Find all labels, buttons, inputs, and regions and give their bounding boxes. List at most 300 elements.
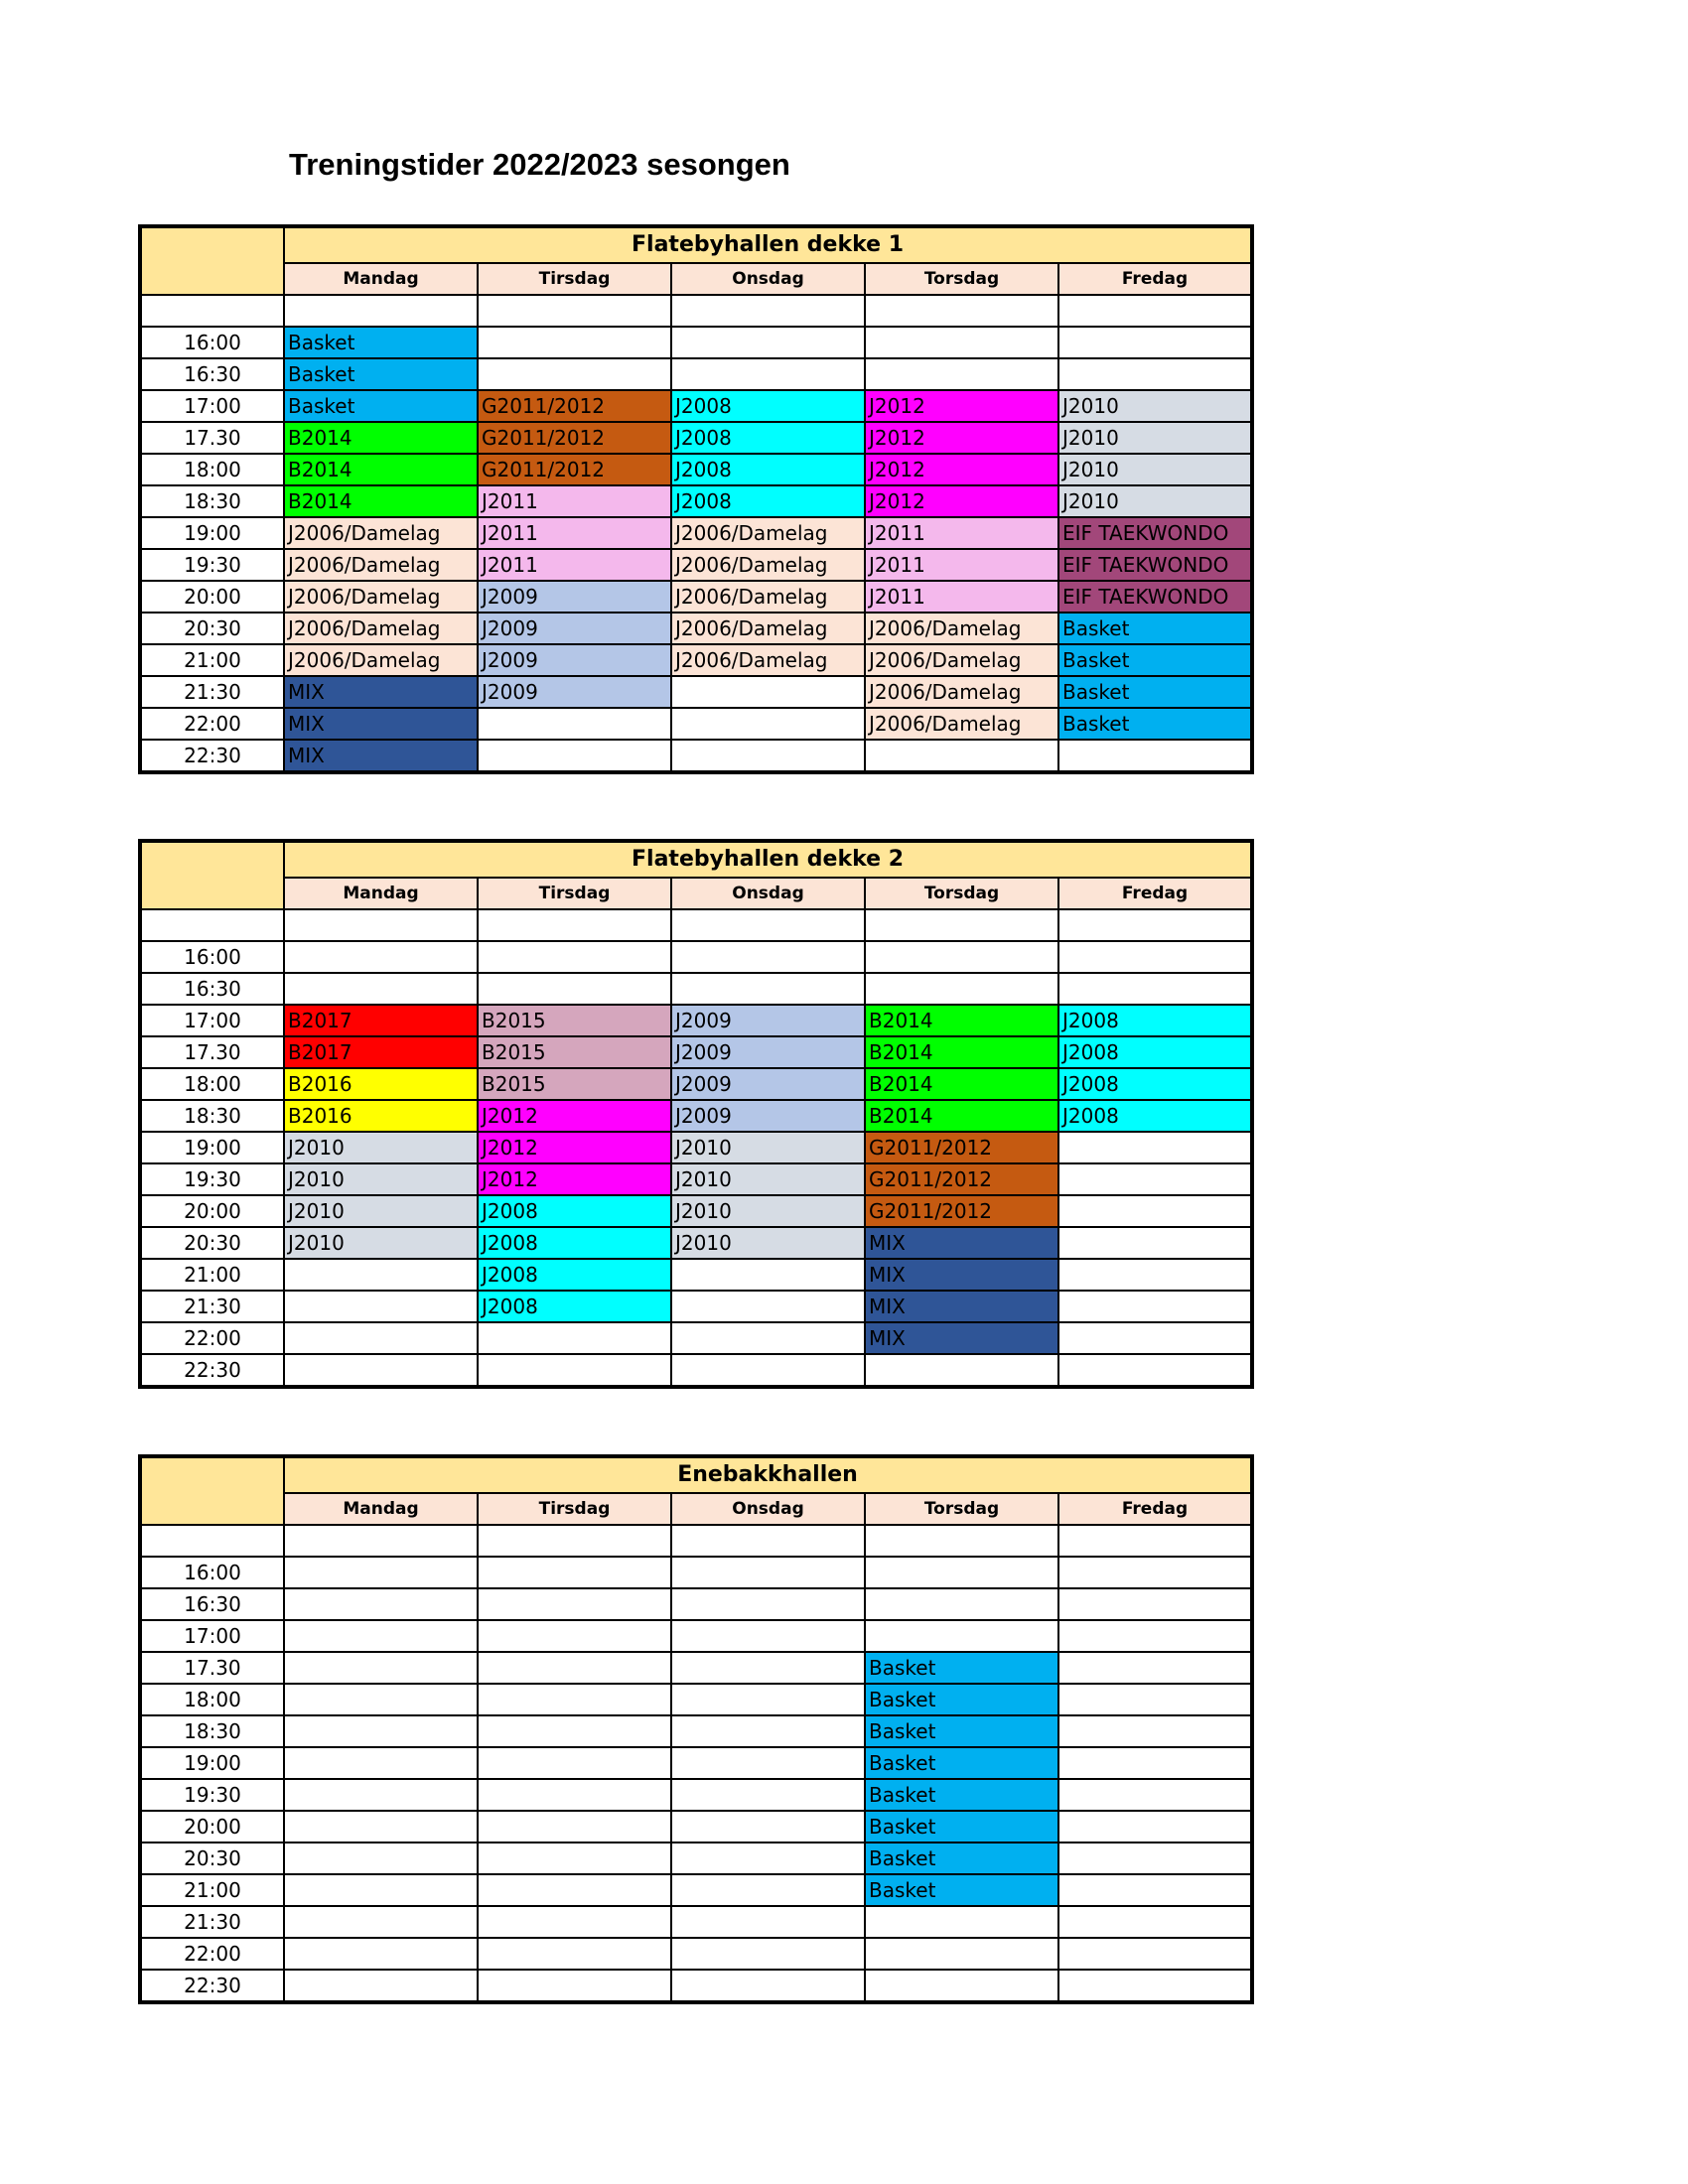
schedule-cell (284, 1747, 478, 1779)
time-cell: 18:30 (140, 1715, 284, 1747)
table-row (140, 1588, 1252, 1620)
schedule-cell: Basket (1058, 708, 1252, 740)
schedule-cell: EIF TAEKWONDO (1058, 517, 1252, 549)
schedule-cell (865, 909, 1058, 941)
time-cell: 18:30 (140, 485, 284, 517)
schedule-cell: J2009 (478, 644, 671, 676)
schedule-cell: Basket (284, 390, 478, 422)
schedule-cell: EIF TAEKWONDO (1058, 549, 1252, 581)
table-row (140, 1227, 1252, 1259)
schedule-cell (671, 358, 865, 390)
schedule-cell: J2008 (671, 422, 865, 454)
schedule-cell: J2011 (865, 517, 1058, 549)
schedule-cell (671, 1811, 865, 1843)
time-cell: 21:00 (140, 1874, 284, 1906)
schedule-cell (1058, 1747, 1252, 1779)
table-row (140, 1322, 1252, 1354)
schedule-cell (478, 1747, 671, 1779)
table-row (140, 1811, 1252, 1843)
table-row (140, 390, 1252, 422)
schedule-cell: J2009 (671, 1068, 865, 1100)
day-header: Mandag (284, 1493, 478, 1525)
schedule-cell (671, 973, 865, 1005)
schedule-cell: EIF TAEKWONDO (1058, 581, 1252, 613)
day-header: Tirsdag (478, 1493, 671, 1525)
schedule-cell: MIX (865, 1322, 1058, 1354)
schedule-cell: B2014 (284, 454, 478, 485)
schedule-cell: J2006/Damelag (284, 581, 478, 613)
schedule-cell (284, 1291, 478, 1322)
table-title-row (140, 841, 1252, 878)
day-header-row (140, 263, 1252, 295)
schedule-cell (671, 1620, 865, 1652)
schedule-cell: MIX (865, 1291, 1058, 1322)
schedule-cell: B2015 (478, 1036, 671, 1068)
schedule-cell (671, 676, 865, 708)
time-cell: 17:00 (140, 1620, 284, 1652)
time-cell: 20:00 (140, 1811, 284, 1843)
time-cell: 18:00 (140, 454, 284, 485)
time-cell: 21:00 (140, 1259, 284, 1291)
table-row (140, 327, 1252, 358)
schedule-cell: J2008 (1058, 1005, 1252, 1036)
schedule-cell (1058, 1291, 1252, 1322)
schedule-cell: MIX (865, 1259, 1058, 1291)
day-header: Fredag (1058, 263, 1252, 295)
schedule-cell (284, 1811, 478, 1843)
schedule-cell: MIX (284, 708, 478, 740)
corner-cell (140, 1456, 284, 1493)
table-row (140, 708, 1252, 740)
schedule-cell: J2011 (478, 517, 671, 549)
schedule-cell (284, 941, 478, 973)
schedule-cell: Basket (284, 327, 478, 358)
schedule-cell (478, 1779, 671, 1811)
schedule-cell: J2006/Damelag (284, 549, 478, 581)
schedule-cell (671, 708, 865, 740)
schedule-cell (284, 1354, 478, 1387)
schedule-cell: J2009 (671, 1100, 865, 1132)
schedule-cell (478, 358, 671, 390)
schedule-cell: J2010 (284, 1195, 478, 1227)
schedule-cell: J2012 (865, 454, 1058, 485)
schedule-cell (478, 1354, 671, 1387)
schedule-cell (1058, 1227, 1252, 1259)
schedule-cell (671, 1588, 865, 1620)
hall-title: Flatebyhallen dekke 2 (284, 841, 1252, 878)
table-row (140, 1036, 1252, 1068)
schedule-cell: J2011 (478, 549, 671, 581)
schedule-cell (478, 1588, 671, 1620)
schedule-cell (671, 1843, 865, 1874)
time-cell: 21:30 (140, 1291, 284, 1322)
schedule-cell (284, 1843, 478, 1874)
schedule-cell: J2010 (284, 1132, 478, 1163)
page-title: Treningstider 2022/2023 sesongen (289, 147, 790, 182)
table-row (140, 454, 1252, 485)
table-row (140, 295, 1252, 327)
schedule-cell (284, 1620, 478, 1652)
day-header: Onsdag (671, 878, 865, 909)
schedule-cell (865, 327, 1058, 358)
table-row (140, 1354, 1252, 1387)
schedule-cell: Basket (1058, 613, 1252, 644)
schedule-cell (865, 1354, 1058, 1387)
schedule-cell: B2016 (284, 1100, 478, 1132)
table-row (140, 941, 1252, 973)
time-cell: 16:00 (140, 941, 284, 973)
schedule-cell: J2008 (478, 1227, 671, 1259)
schedule-cell: B2014 (284, 422, 478, 454)
schedule-cell (1058, 1970, 1252, 2002)
schedule-cell (1058, 1322, 1252, 1354)
schedule-cell (284, 1715, 478, 1747)
schedule-cell (671, 1684, 865, 1715)
table-row (140, 1163, 1252, 1195)
schedule-cell: MIX (284, 740, 478, 772)
schedule-cell (1058, 358, 1252, 390)
time-cell: 22:00 (140, 1322, 284, 1354)
schedule-cell (284, 1970, 478, 2002)
schedule-cell: J2009 (671, 1005, 865, 1036)
day-header: Fredag (1058, 1493, 1252, 1525)
schedule-cell: J2012 (865, 390, 1058, 422)
schedule-cell: J2010 (284, 1163, 478, 1195)
corner-cell (140, 878, 284, 909)
table-title-row (140, 226, 1252, 263)
time-cell: 16:00 (140, 327, 284, 358)
schedule-cell (1058, 1652, 1252, 1684)
schedule-cell: J2008 (1058, 1036, 1252, 1068)
table-row (140, 1874, 1252, 1906)
schedule-cell (1058, 1843, 1252, 1874)
schedule-cell (671, 1557, 865, 1588)
time-cell: 22:00 (140, 1938, 284, 1970)
schedule-cell (478, 973, 671, 1005)
schedule-cell (284, 909, 478, 941)
day-header: Fredag (1058, 878, 1252, 909)
schedule-cell (478, 1620, 671, 1652)
schedule-cell: J2011 (865, 549, 1058, 581)
time-cell: 19:30 (140, 1779, 284, 1811)
time-cell: 19:00 (140, 1747, 284, 1779)
schedule-cell (865, 1620, 1058, 1652)
schedule-cell (865, 1970, 1058, 2002)
schedule-cell (865, 941, 1058, 973)
hall-title: Enebakkhallen (284, 1456, 1252, 1493)
schedule-cell: J2009 (478, 613, 671, 644)
time-cell: 20:00 (140, 1195, 284, 1227)
schedule-cell: MIX (284, 676, 478, 708)
schedule-cell: Basket (865, 1843, 1058, 1874)
schedule-cell (478, 1525, 671, 1557)
day-header-row (140, 878, 1252, 909)
schedule-cell: J2006/Damelag (865, 613, 1058, 644)
time-cell: 21:30 (140, 676, 284, 708)
schedule-cell: J2008 (478, 1195, 671, 1227)
schedule-cell (478, 1970, 671, 2002)
schedule-cell (1058, 1811, 1252, 1843)
schedule-table-enebakkhallen (138, 1454, 1254, 2004)
schedule-cell: G2011/2012 (478, 390, 671, 422)
time-cell: 21:00 (140, 644, 284, 676)
schedule-cell (671, 1354, 865, 1387)
schedule-cell (1058, 1588, 1252, 1620)
time-cell: 22:30 (140, 1970, 284, 2002)
day-header: Onsdag (671, 263, 865, 295)
schedule-cell: J2009 (478, 676, 671, 708)
table-row (140, 581, 1252, 613)
schedule-cell (284, 1557, 478, 1588)
day-header: Torsdag (865, 1493, 1058, 1525)
day-header: Tirsdag (478, 263, 671, 295)
schedule-cell: B2014 (865, 1036, 1058, 1068)
schedule-cell: J2008 (671, 454, 865, 485)
table-row (140, 740, 1252, 772)
time-cell: 19:30 (140, 1163, 284, 1195)
table-title-row (140, 1456, 1252, 1493)
schedule-cell (865, 740, 1058, 772)
schedule-cell (478, 1874, 671, 1906)
schedule-cell (671, 1938, 865, 1970)
schedule-cell: Basket (865, 1811, 1058, 1843)
schedule-cell: J2006/Damelag (671, 517, 865, 549)
table-row (140, 1291, 1252, 1322)
time-cell: 17:00 (140, 390, 284, 422)
day-header: Torsdag (865, 878, 1058, 909)
schedule-cell: G2011/2012 (865, 1132, 1058, 1163)
schedule-cell (671, 1259, 865, 1291)
schedule-cell (1058, 1195, 1252, 1227)
schedule-cell: G2011/2012 (865, 1195, 1058, 1227)
schedule-cell (1058, 327, 1252, 358)
schedule-cell: J2006/Damelag (865, 708, 1058, 740)
time-cell: 20:30 (140, 613, 284, 644)
schedule-cell (1058, 1132, 1252, 1163)
schedule-cell: G2011/2012 (478, 454, 671, 485)
time-cell: 20:30 (140, 1843, 284, 1874)
schedule-cell (671, 909, 865, 941)
schedule-cell: B2017 (284, 1036, 478, 1068)
table-row (140, 909, 1252, 941)
time-cell: 19:00 (140, 517, 284, 549)
schedule-cell (1058, 295, 1252, 327)
schedule-cell (1058, 973, 1252, 1005)
table-row (140, 1906, 1252, 1938)
table-row (140, 1970, 1252, 2002)
time-cell: 17.30 (140, 1036, 284, 1068)
schedule-cell (1058, 941, 1252, 973)
day-header-row (140, 1493, 1252, 1525)
schedule-cell: J2011 (478, 485, 671, 517)
table-row (140, 1843, 1252, 1874)
schedule-cell (478, 1684, 671, 1715)
schedule-cell: Basket (865, 1715, 1058, 1747)
schedule-cell: J2012 (865, 422, 1058, 454)
schedule-cell (1058, 1684, 1252, 1715)
table-row (140, 1747, 1252, 1779)
schedule-cell (478, 1557, 671, 1588)
schedule-cell (284, 973, 478, 1005)
schedule-cell: B2014 (865, 1068, 1058, 1100)
schedule-cell: J2006/Damelag (284, 517, 478, 549)
schedule-cell (671, 327, 865, 358)
schedule-cell (865, 1525, 1058, 1557)
schedule-cell (478, 740, 671, 772)
day-header: Torsdag (865, 263, 1058, 295)
schedule-cell: Basket (865, 1779, 1058, 1811)
time-cell: 18:00 (140, 1068, 284, 1100)
schedule-cell: J2006/Damelag (284, 613, 478, 644)
time-cell: 22:30 (140, 740, 284, 772)
schedule-cell: J2010 (671, 1195, 865, 1227)
schedule-cell: G2011/2012 (478, 422, 671, 454)
schedule-cell (671, 740, 865, 772)
schedule-cell: B2014 (865, 1100, 1058, 1132)
schedule-cell (1058, 1874, 1252, 1906)
schedule-cell: J2009 (671, 1036, 865, 1068)
schedule-cell: J2006/Damelag (671, 613, 865, 644)
time-cell: 19:00 (140, 1132, 284, 1163)
table-row (140, 1195, 1252, 1227)
schedule-cell (1058, 1779, 1252, 1811)
schedule-cell: J2012 (865, 485, 1058, 517)
schedule-cell (284, 1652, 478, 1684)
day-header: Tirsdag (478, 878, 671, 909)
schedule-cell: J2010 (1058, 422, 1252, 454)
time-cell: 21:30 (140, 1906, 284, 1938)
table-row (140, 1779, 1252, 1811)
schedule-cell (284, 1684, 478, 1715)
schedule-cell (671, 1291, 865, 1322)
schedule-cell: J2008 (1058, 1100, 1252, 1132)
schedule-cell (478, 1843, 671, 1874)
schedule-cell: J2010 (1058, 485, 1252, 517)
schedule-cell: J2010 (671, 1227, 865, 1259)
schedule-cell: J2008 (671, 485, 865, 517)
schedule-cell (865, 1938, 1058, 1970)
schedule-cell (1058, 1525, 1252, 1557)
table-row (140, 676, 1252, 708)
time-cell (140, 295, 284, 327)
schedule-table-dekke-1 (138, 224, 1254, 774)
schedule-cell (671, 1906, 865, 1938)
schedule-cell (671, 1525, 865, 1557)
schedule-cell (1058, 1557, 1252, 1588)
schedule-cell: Basket (865, 1874, 1058, 1906)
schedule-cell: J2006/Damelag (671, 549, 865, 581)
schedule-cell (284, 1779, 478, 1811)
schedule-cell: B2016 (284, 1068, 478, 1100)
time-cell: 22:30 (140, 1354, 284, 1387)
table-row (140, 1684, 1252, 1715)
schedule-cell (478, 1938, 671, 1970)
schedule-cell (478, 1811, 671, 1843)
schedule-cell (478, 1906, 671, 1938)
table-row (140, 422, 1252, 454)
schedule-cell (671, 941, 865, 973)
schedule-cell: B2015 (478, 1068, 671, 1100)
schedule-cell: J2008 (478, 1259, 671, 1291)
schedule-cell: J2010 (284, 1227, 478, 1259)
schedule-cell (865, 1557, 1058, 1588)
schedule-cell: J2010 (671, 1132, 865, 1163)
schedule-cell: J2012 (478, 1132, 671, 1163)
schedule-cell (478, 708, 671, 740)
time-cell (140, 1525, 284, 1557)
time-cell: 20:00 (140, 581, 284, 613)
table-row (140, 1652, 1252, 1684)
table-row (140, 1620, 1252, 1652)
table-row (140, 1938, 1252, 1970)
day-header: Mandag (284, 263, 478, 295)
schedule-cell (478, 941, 671, 973)
schedule-cell: Basket (284, 358, 478, 390)
time-cell: 18:00 (140, 1684, 284, 1715)
table-row (140, 549, 1252, 581)
schedule-cell (671, 1874, 865, 1906)
schedule-cell: Basket (865, 1652, 1058, 1684)
table-row (140, 485, 1252, 517)
schedule-cell: MIX (865, 1227, 1058, 1259)
schedule-cell: J2011 (865, 581, 1058, 613)
schedule-cell (671, 1779, 865, 1811)
schedule-cell: J2006/Damelag (865, 676, 1058, 708)
table-row (140, 1100, 1252, 1132)
schedule-cell (1058, 1620, 1252, 1652)
schedule-cell: J2010 (1058, 454, 1252, 485)
corner-cell (140, 226, 284, 263)
schedule-cell (478, 909, 671, 941)
schedule-cell: Basket (865, 1684, 1058, 1715)
time-cell: 20:30 (140, 1227, 284, 1259)
schedule-cell (478, 1715, 671, 1747)
table-row (140, 1557, 1252, 1588)
time-cell: 17.30 (140, 422, 284, 454)
time-cell: 16:30 (140, 358, 284, 390)
schedule-cell: J2008 (478, 1291, 671, 1322)
hall-title: Flatebyhallen dekke 1 (284, 226, 1252, 263)
schedule-cell (284, 1938, 478, 1970)
schedule-cell (671, 1322, 865, 1354)
schedule-cell (478, 327, 671, 358)
schedule-cell: B2017 (284, 1005, 478, 1036)
time-cell: 22:00 (140, 708, 284, 740)
schedule-cell: J2008 (671, 390, 865, 422)
schedule-cell (478, 1322, 671, 1354)
schedule-cell (284, 1322, 478, 1354)
schedule-cell: J2010 (671, 1163, 865, 1195)
schedule-cell (671, 1747, 865, 1779)
schedule-cell: B2015 (478, 1005, 671, 1036)
schedule-cell (1058, 740, 1252, 772)
time-cell: 17.30 (140, 1652, 284, 1684)
corner-cell (140, 263, 284, 295)
table-row (140, 973, 1252, 1005)
table-row (140, 1132, 1252, 1163)
day-header: Onsdag (671, 1493, 865, 1525)
schedule-cell: J2010 (1058, 390, 1252, 422)
table-row (140, 644, 1252, 676)
time-cell: 18:30 (140, 1100, 284, 1132)
schedule-cell (671, 295, 865, 327)
table-row (140, 1068, 1252, 1100)
schedule-cell: Basket (865, 1747, 1058, 1779)
schedule-cell (865, 1906, 1058, 1938)
corner-cell (140, 841, 284, 878)
schedule-cell (865, 295, 1058, 327)
corner-cell (140, 1493, 284, 1525)
